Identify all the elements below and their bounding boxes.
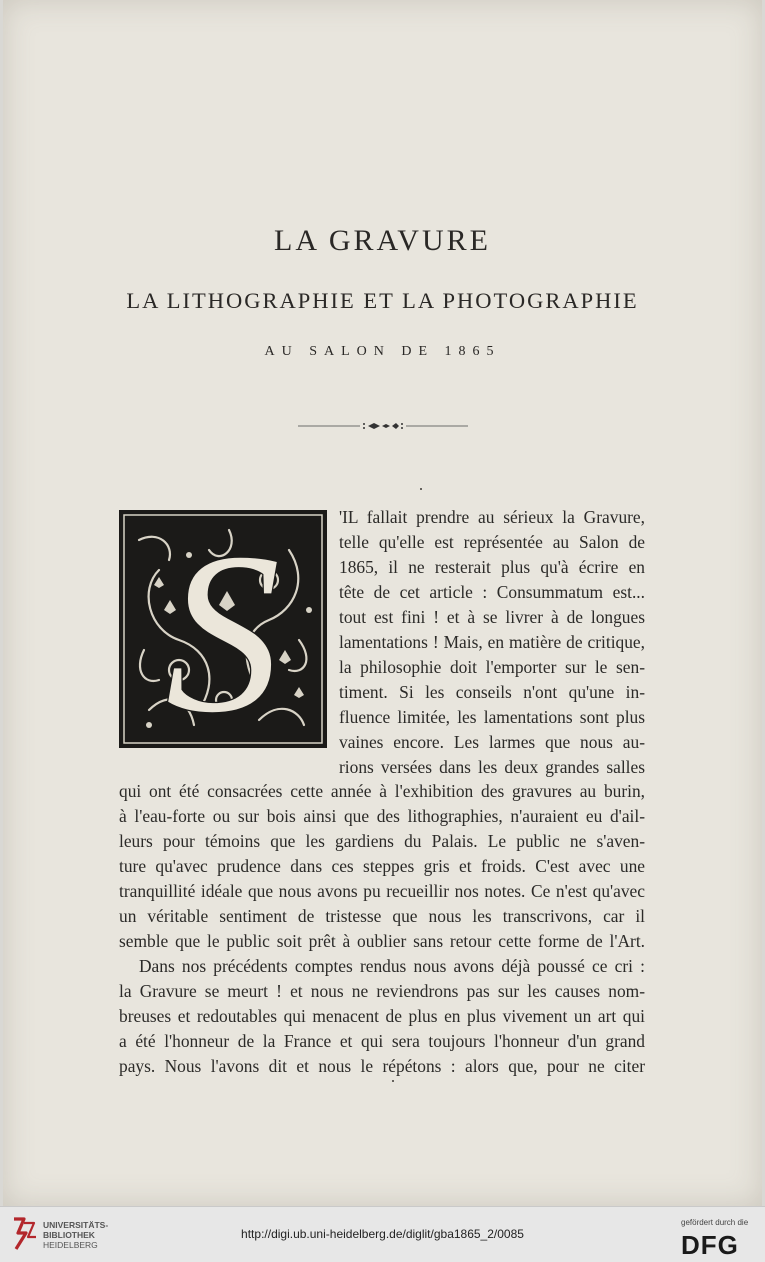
- article-title: LA GRAVURE: [274, 224, 491, 257]
- text-line: qui ont été consacrées cette année à l'exhibition des gravures au burin,: [119, 781, 645, 801]
- text-line: breuses et redoutables qui menacent de plus en plus vivement un art qui: [119, 1006, 645, 1026]
- text-line: timent. Si les conseils n'ont qu'une in-: [339, 682, 645, 702]
- text-line: 'IL fallait prendre au sérieux la Gravure,: [339, 507, 645, 527]
- print-speck: [420, 488, 422, 490]
- text-line: un véritable sentiment de tristesse que nous les transcrivons, car il: [119, 906, 645, 926]
- text-line: tête de cet article : Consummatum est...: [339, 582, 645, 602]
- ornament-divider: [298, 419, 468, 433]
- text-line: pays. Nous l'avons dit et nous le répétons : alors que, pour ne citer: [119, 1056, 645, 1076]
- text-line: Dans nos précédents comptes rendus nous avons déjà poussé ce cri :: [139, 956, 645, 976]
- viewer-footer: [0, 1206, 765, 1262]
- text-line: leurs pour témoins que les gardiens du Palais. Le public ne s'aven-: [119, 831, 645, 851]
- text-line: ture qu'avec prudence dans ces steppes gris et froids. C'est avec une: [119, 856, 645, 876]
- text-line: semble que le public soit prêt à oublier sans retour cette forme de l'Art.: [119, 931, 645, 951]
- library-name-line: UNIVERSITÄTS-: [43, 1220, 109, 1230]
- article-subtitle: LA LITHOGRAPHIE ET LA PHOTOGRAPHIE: [126, 288, 639, 313]
- text-line: 1865, il ne resterait plus qu'à écrire en: [339, 557, 645, 577]
- text-line: la philosophie doit l'emporter sur le sen-: [339, 657, 645, 677]
- funding-note: gefördert durch die: [681, 1218, 749, 1227]
- print-speck: [392, 1080, 394, 1082]
- text-line: tout est fini ! et à se livrer à de longues: [339, 607, 645, 627]
- dropcap-letter: S: [165, 510, 281, 748]
- text-line: la Gravure se meurt ! et nous ne reviendrons pas sur les causes nom-: [119, 981, 645, 1001]
- text-line: lamentations ! Mais, en matière de critique,: [339, 632, 645, 652]
- text-line: rions versées dans les deux grandes salles: [339, 757, 645, 777]
- text-line: vaines encore. Les larmes que nous au-: [339, 732, 645, 752]
- text-line: telle qu'elle est représentée au Salon de: [339, 532, 645, 552]
- text-line: tranquillité idéale que nous avons pu recueillir nos notes. Ce n'est qu'avec: [119, 881, 645, 901]
- library-name-line: HEIDELBERG: [43, 1240, 98, 1250]
- permalink-url[interactable]: http://digi.ub.uni-heidelberg.de/diglit/gba1865_2/0085: [241, 1227, 524, 1241]
- dfg-logo[interactable]: DFG: [681, 1230, 739, 1260]
- library-name-line: BIBLIOTHEK: [43, 1230, 95, 1240]
- text-line: à l'eau-forte ou sur bois ainsi que des lithographies, n'auraient eu d'ail-: [119, 806, 645, 826]
- text-line: fluence limitée, les lamentations sont plus: [339, 707, 645, 727]
- text-line: a été l'honneur de la France et qui sera toujours l'honneur d'un grand: [119, 1031, 645, 1051]
- decorative-initial-s: [119, 510, 327, 748]
- salon-line: AU SALON DE 1865: [264, 344, 501, 359]
